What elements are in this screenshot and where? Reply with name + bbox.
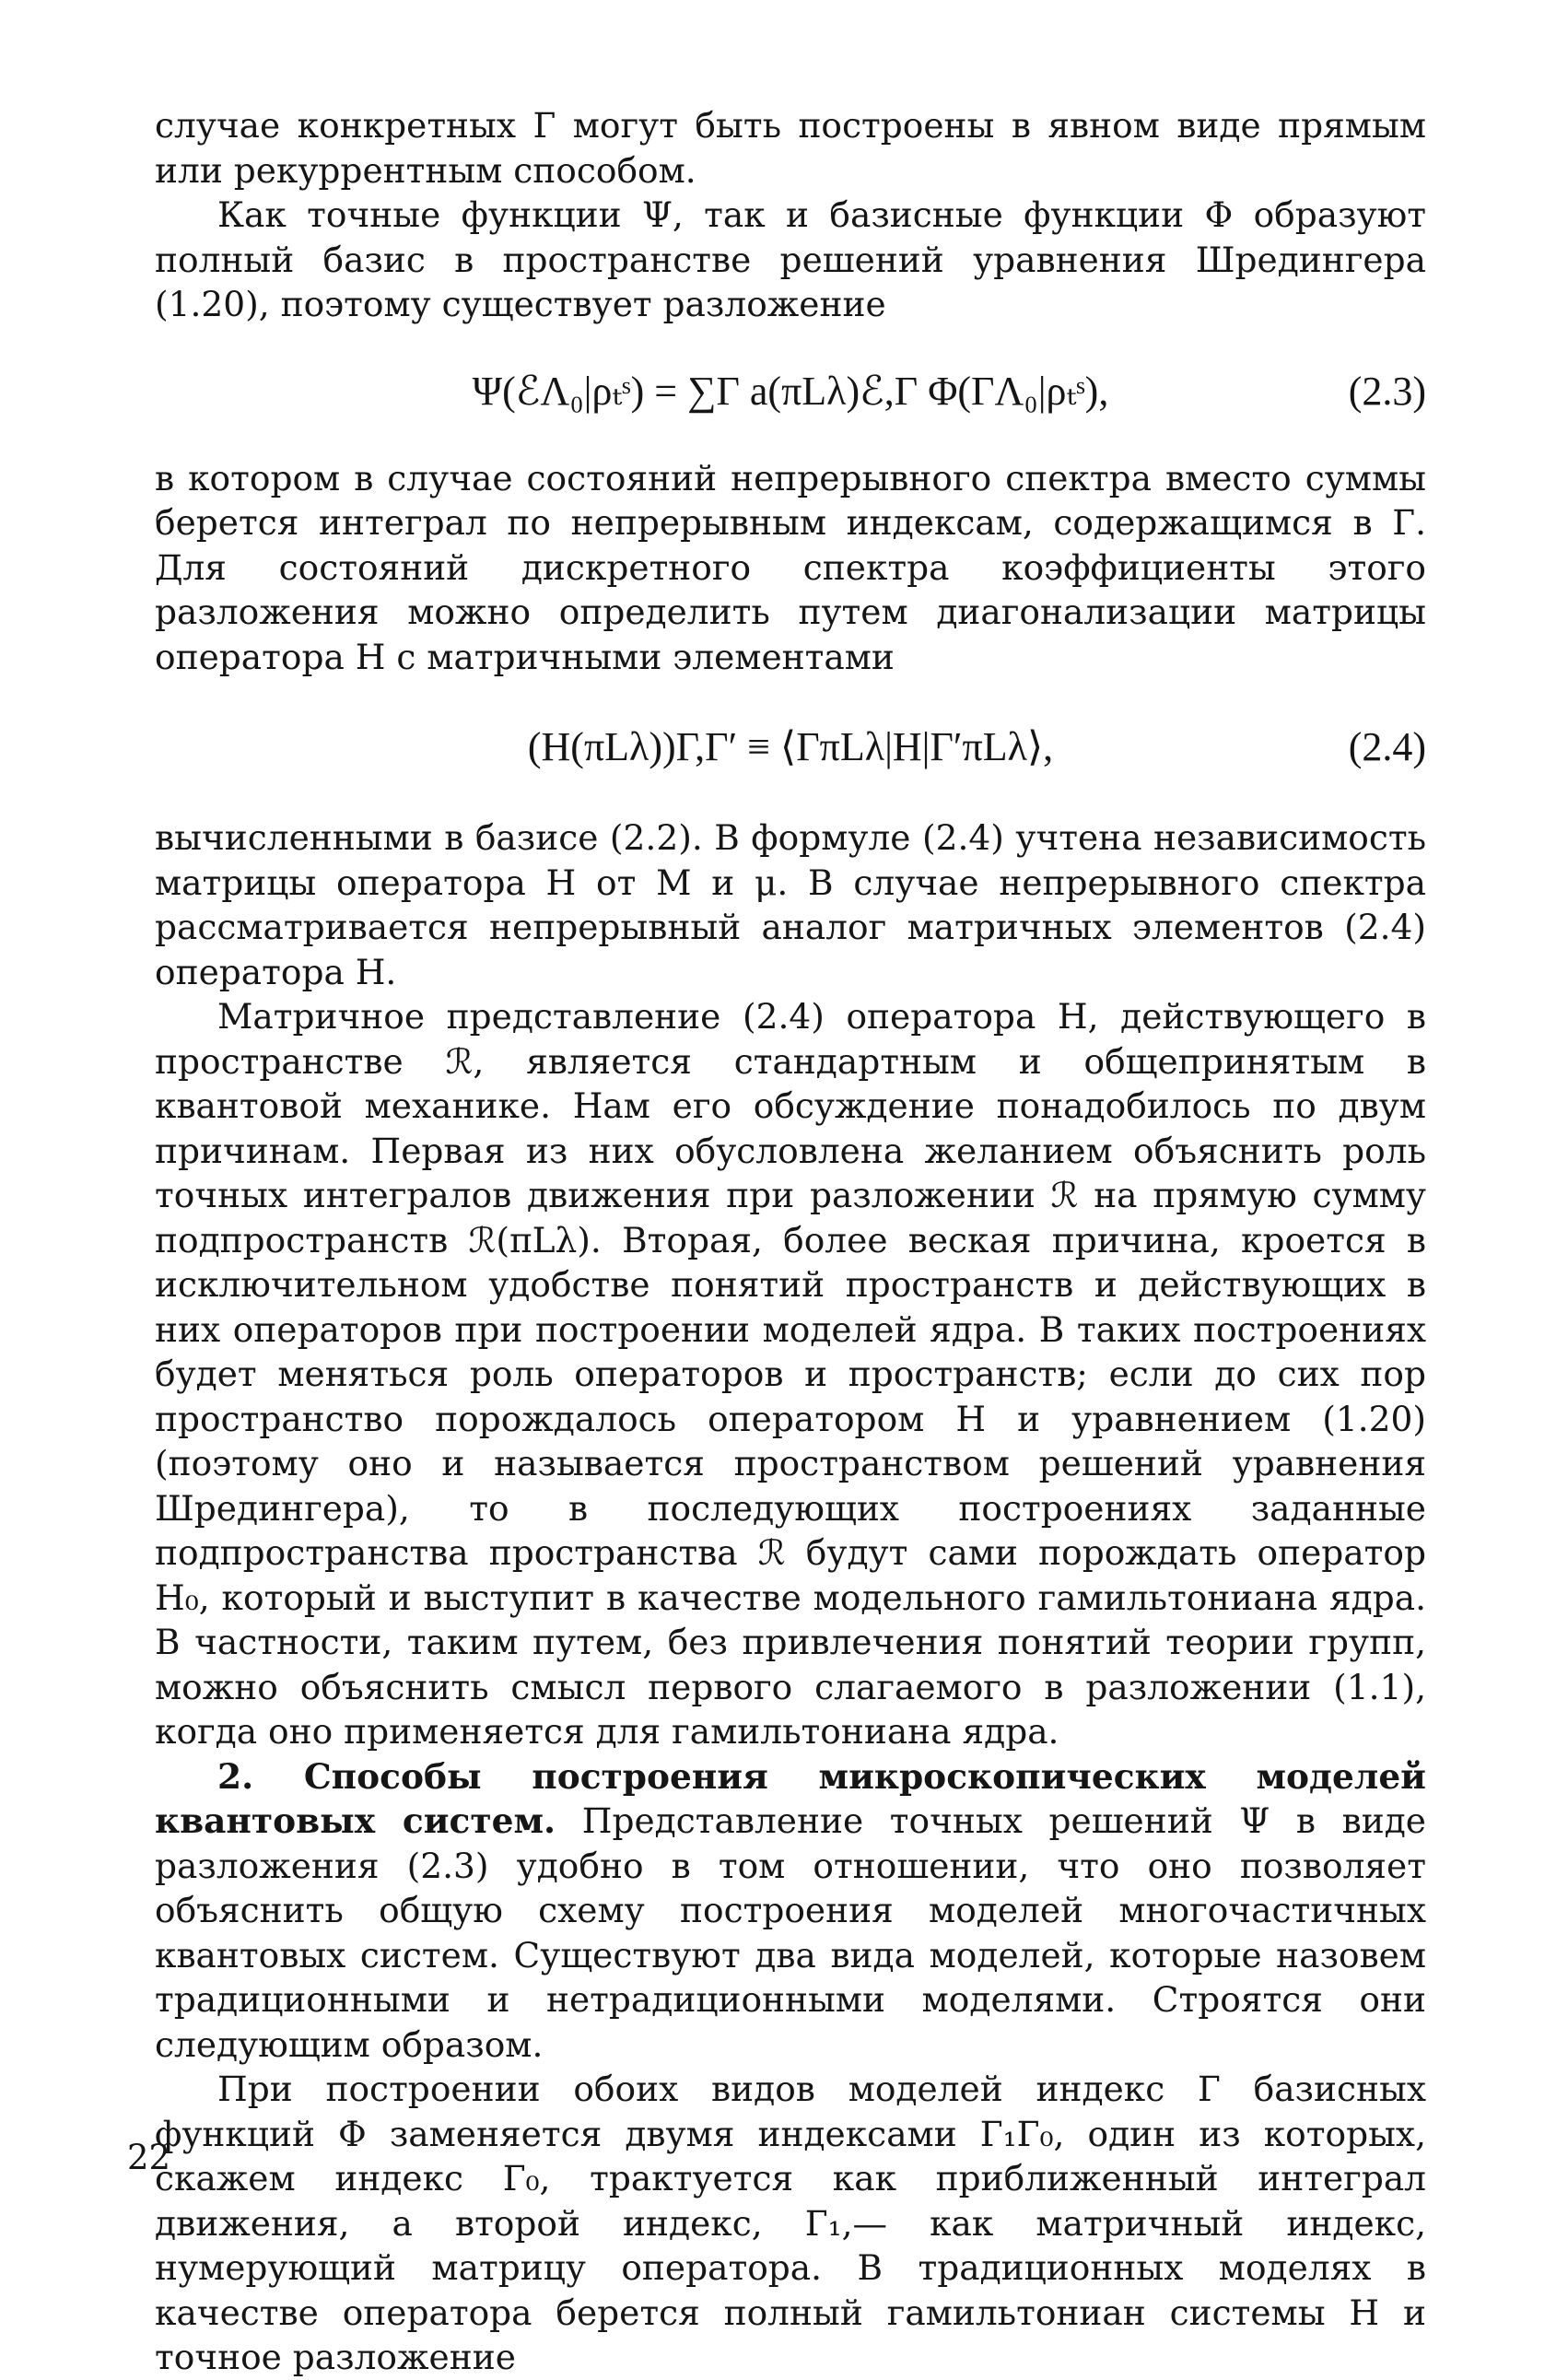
equation-2-4 bbox=[155, 683, 1426, 812]
equation-2-3 bbox=[155, 331, 1426, 452]
paragraph-continuation: случае конкретных Г могут быть построены в явном виде прямым или рекуррентным способом. bbox=[155, 105, 1426, 191]
equation-2-3-formula: Ψ(ℰΛ₀|ρₜˢ) = ∑Г a(πLλ)ℰ,Г Φ(ГΛ₀|ρₜˢ), bbox=[472, 368, 1109, 414]
paragraph-basis-functions: Как точные функции Ψ, так и базисные функции Φ образуют полный базис в пространстве решений уравнения Шредингера (1.20), поэтому существует разложение bbox=[155, 194, 1426, 324]
paragraph-section-2 bbox=[155, 1754, 1426, 2068]
equation-2-3-number: (2.3) bbox=[1348, 368, 1426, 414]
paragraph-continuous-spectrum: в котором в случае состояний непрерывного спектра вместо суммы берется интеграл по непрерывным индексам, содержащимся в Г. Для состояний дискретного спектра коэффициенты этого разложения можно определить путем диагонализации матрицы оператора H с матричными элементами bbox=[155, 457, 1426, 677]
section-2-body: Представление точных решений Ψ в виде разложения (2.3) удобно в том отношении, что оно позволяет объяснить общую схему построения моделей многочастичных квантовых систем. Существуют два вида моделей, которые назовем традиционными и нетрадиционными моделями. Строятся они следующим образом. bbox=[155, 1800, 1426, 2065]
paragraph-computed-in-basis: вычисленными в базисе (2.2). В формуле (2.4) учтена независимость матрицы оператора H от M и μ. В случае непрерывного спектра рассматривается непрерывный аналог матричных элементов (2.4) оператора H. bbox=[155, 817, 1426, 992]
equation-2-4-number: (2.4) bbox=[1348, 724, 1426, 769]
paragraph-matrix-representation: Матричное представление (2.4) оператора H, действующего в пространстве ℛ, является стандартным и общепринятым в квантовой механике. Нам его обсуждение понадобилось по двум причинам. Первая из них обусловлена желанием объяснить роль точных интегралов движения при разложении ℛ на прямую сумму подпространств ℛ(πLλ). Вторая, более веская причина, кроется в исключительном удобстве понятий пространств и действующих в них операторов при построении моделей ядра. В таких построениях будет меняться роль операторов и пространств; если до сих пор пространство порождалось оператором H и уравнением (1.20) (поэтому оно и называется пространством решений уравнения Шредингера), то в последующих построениях заданные подпространства пространства ℛ будут сами порождать оператор H₀, который и выступит в качестве модельного гамильтониана ядра. В частности, таким путем, без привлечения понятий теории групп, можно объяснить смысл первого слагаемого в разложении (1.1), когда оно применяется для гамильтониана ядра. bbox=[155, 996, 1426, 1752]
page-body bbox=[155, 103, 1426, 2380]
page-number: 22 bbox=[127, 2138, 171, 2177]
section-heading: 2. Способы построения микроскопических моделей квантовых систем. bbox=[155, 1755, 1426, 1841]
paragraph-model-construction: При построении обоих видов моделей индекс Г базисных функций Φ заменяется двумя индексами Г₁Г₀, один из которых, скажем индекс Г₀, трактуется как приближенный интеграл движения, а второй индекс, Г₁,— как матричный индекс, нумерующий матрицу оператора. В традиционных моделях в качестве оператора берется полный гамильтониан системы H и точное разложение bbox=[155, 2069, 1426, 2377]
equation-2-4-formula: (H(πLλ))Г,Г′ ≡ ⟨ГπLλ|H|Г′πLλ⟩, bbox=[527, 724, 1054, 769]
